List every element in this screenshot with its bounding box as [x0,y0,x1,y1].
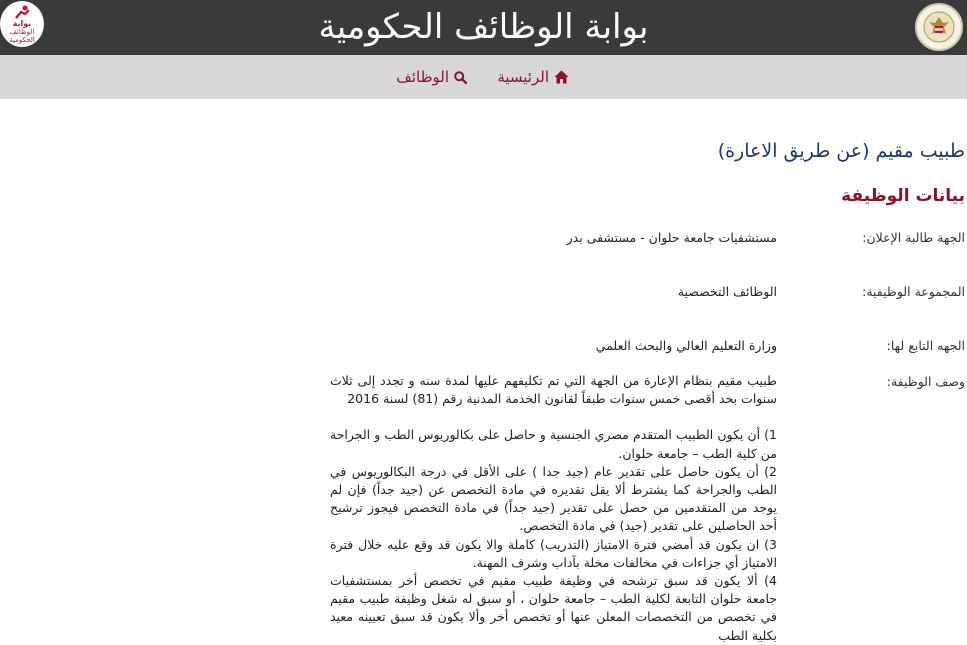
field-value-job-group: الوظائف التخصصية [677,284,777,299]
top-header-bar [0,0,967,55]
nav-jobs-link[interactable] [396,66,467,88]
portal-logo[interactable] [0,1,44,47]
field-label-job-description: وصف الوظيفة: [886,374,965,389]
field-label-requesting-entity: الجهة طالبة الإعلان: [862,230,965,245]
runner-logo-icon [12,5,32,19]
nav-jobs-label: الوظائف [396,68,449,86]
field-label-job-group: المجموعة الوظيفية: [862,284,965,299]
section-title: بيانات الوظيفة [841,186,965,206]
condition-3: 3) ان يكون قد أمضي فترة الامتياز (التدريب) كاملة والا يكون قد وقع عليه خلال فترة الامتياز أي جزاءات في مخالفات مخلة بآداب وشرف المهنة. [330,536,777,570]
nav-home-link[interactable] [497,66,569,88]
portal-logo-text-3: الحكومية [9,35,35,44]
description-intro: طبيب مقيم بنظام الإعارة من الجهة التي تم تكليفهم عليها لمدة سنه و تجدد إلى ثلاث سنوات بحد أقصى خمس سنوات طبقاً لقانون الخدمة المدنية رقم (81) لسنة 2016 [330,373,777,407]
nav-home-label: الرئيسية [497,68,549,86]
field-label-affiliated-entity: الجهه التابع لها: [886,338,965,353]
condition-1: 1) أن يكون الطبيب المتقدم مصري الجنسية و حاصل على بكالوريوس الطب و الجراحة من كلية الطب – جامعة حلوان. [330,427,777,461]
search-icon [454,71,467,84]
condition-4: 4) ألا يكون قد سبق ترشحه في وظيفة طبيب مقيم في تخصص أخر بمستشفيات جامعة حلوان التابعة لكلية الطب – جامعة حلوان ، أو سبق له شغل وظيفة طبيب مقيم في تخصص من التخصصات المعلن عنها أو تخصص أخر وألا يكون قد سبق تعيينه معيد بكلية الطب [330,573,777,643]
job-title: طبيب مقيم (عن طريق الاعارة) [717,140,965,162]
site-title: بوابة الوظائف الحكومية [318,7,649,47]
home-icon [554,70,569,84]
portal-logo-text-1: بوابة [12,18,32,28]
field-value-requesting-entity: مستشفيات جامعة حلوان - مستشفى بدر [566,230,777,245]
portal-logo-text-2: الوظائف [9,27,35,36]
main-nav [0,55,967,99]
condition-2: 2) أن يكون حاصل على تقدير عام (جيد جدا ) على الأقل في درجة البكالوريوس في الطب والجراحة كما يشترط ألا يقل تقديره في مادة التخصص عن (جيد جداً) فإن لم يوجد من المتقدمين من حصل على تقدير (جيد جداً) في مادة التخصص فيجوز ترشيح أحد الحاصلين على تقدير (جيد) في مادة التخصص. [330,463,777,534]
job-description [330,372,777,645]
field-value-affiliated-entity: وزارة التعليم العالي والبحث العلمي [595,338,777,353]
